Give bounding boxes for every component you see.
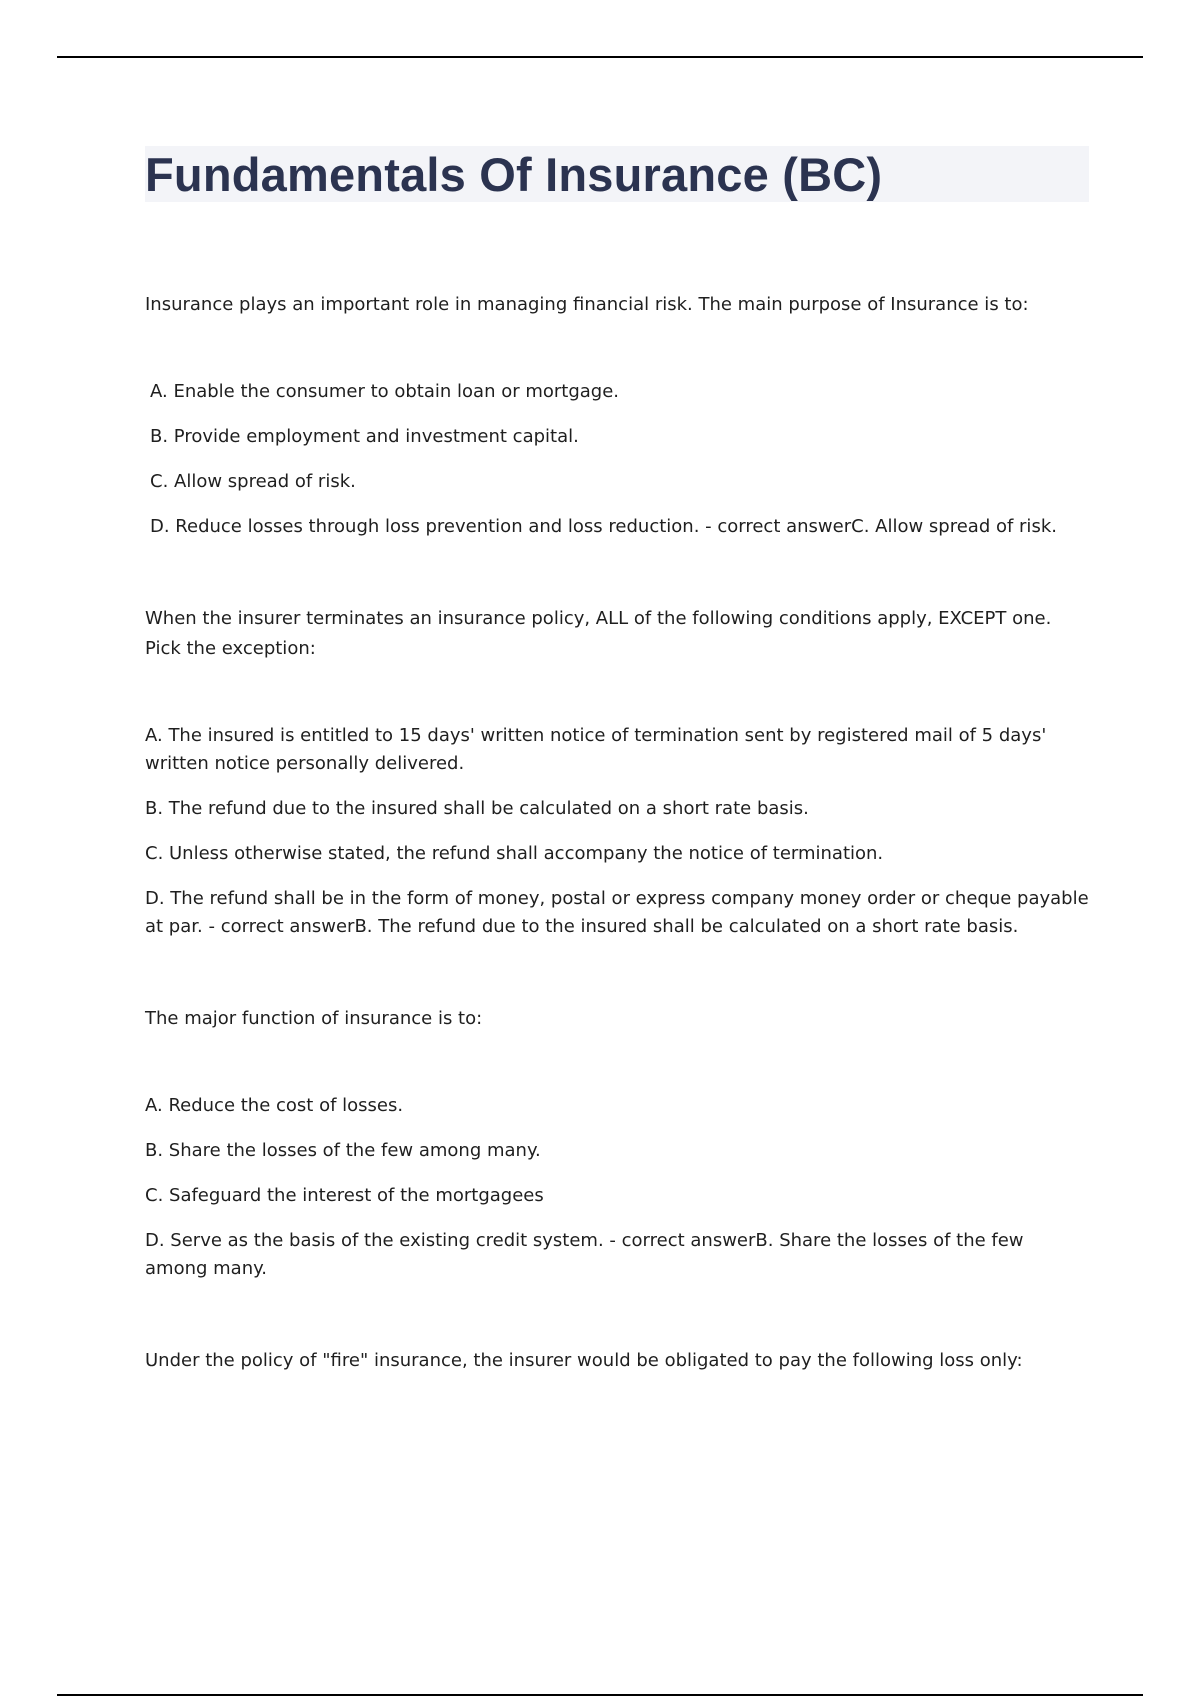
question-text: When the insurer terminates an insurance policy, ALL of the following conditions apply, EXCEPT one. Pick the exception: — [145, 608, 1052, 659]
document-body — [145, 146, 1089, 1376]
question-text: Insurance plays an important role in managing financial risk. The main purpose of Insurance is to: — [145, 294, 1029, 315]
question-block-1 — [145, 290, 1089, 541]
option-a: A. The insured is entitled to 15 days' written notice of termination sent by registered mail of 5 days' written notice personally delivered. — [145, 725, 1047, 774]
header-rule — [57, 56, 1143, 58]
option-b: B. Provide employment and investment capital. — [150, 426, 579, 447]
document-title: Fundamentals Of Insurance (BC) — [145, 147, 883, 201]
option-a: A. Reduce the cost of losses. — [145, 1095, 404, 1116]
option-d: D. The refund shall be in the form of money, postal or express company money order or cheque payable at par. — [145, 888, 1089, 937]
option-d-with-answer — [145, 513, 1089, 541]
correct-answer: - correct answerB. Share the losses of the few among many. — [145, 1230, 1024, 1279]
question-text: The major function of insurance is to: — [145, 1008, 483, 1029]
option-d-with-answer — [145, 1227, 1089, 1283]
question-block-4 — [145, 1346, 1089, 1376]
footer-rule — [57, 1694, 1143, 1696]
question-block-2 — [145, 604, 1089, 941]
option-d: D. Reduce losses through loss prevention and loss reduction. — [150, 516, 700, 537]
option-list — [145, 378, 1089, 541]
option-c: C. Allow spread of risk. — [150, 471, 356, 492]
option-b: B. The refund due to the insured shall be calculated on a short rate basis. — [145, 798, 809, 819]
title-band — [145, 146, 1089, 202]
option-d: D. Serve as the basis of the existing credit system. — [145, 1230, 604, 1251]
spacer — [145, 558, 1089, 604]
spacer — [145, 1300, 1089, 1346]
question-block-3 — [145, 1004, 1089, 1283]
option-c: C. Unless otherwise stated, the refund shall accompany the notice of termination. — [145, 843, 884, 864]
option-d-with-answer — [145, 885, 1089, 941]
spacer — [145, 958, 1089, 1004]
option-list — [145, 722, 1089, 941]
option-list — [145, 1092, 1089, 1283]
option-c: C. Safeguard the interest of the mortgagees — [145, 1185, 544, 1206]
option-a: A. Enable the consumer to obtain loan or mortgage. — [150, 381, 620, 402]
correct-answer: - correct answerC. Allow spread of risk. — [699, 516, 1057, 537]
option-b: B. Share the losses of the few among many. — [145, 1140, 541, 1161]
correct-answer: - correct answerB. The refund due to the insured shall be calculated on a short rate basis. — [202, 916, 1019, 937]
question-text: Under the policy of "fire" insurance, the insurer would be obligated to pay the following loss only: — [145, 1350, 1023, 1371]
